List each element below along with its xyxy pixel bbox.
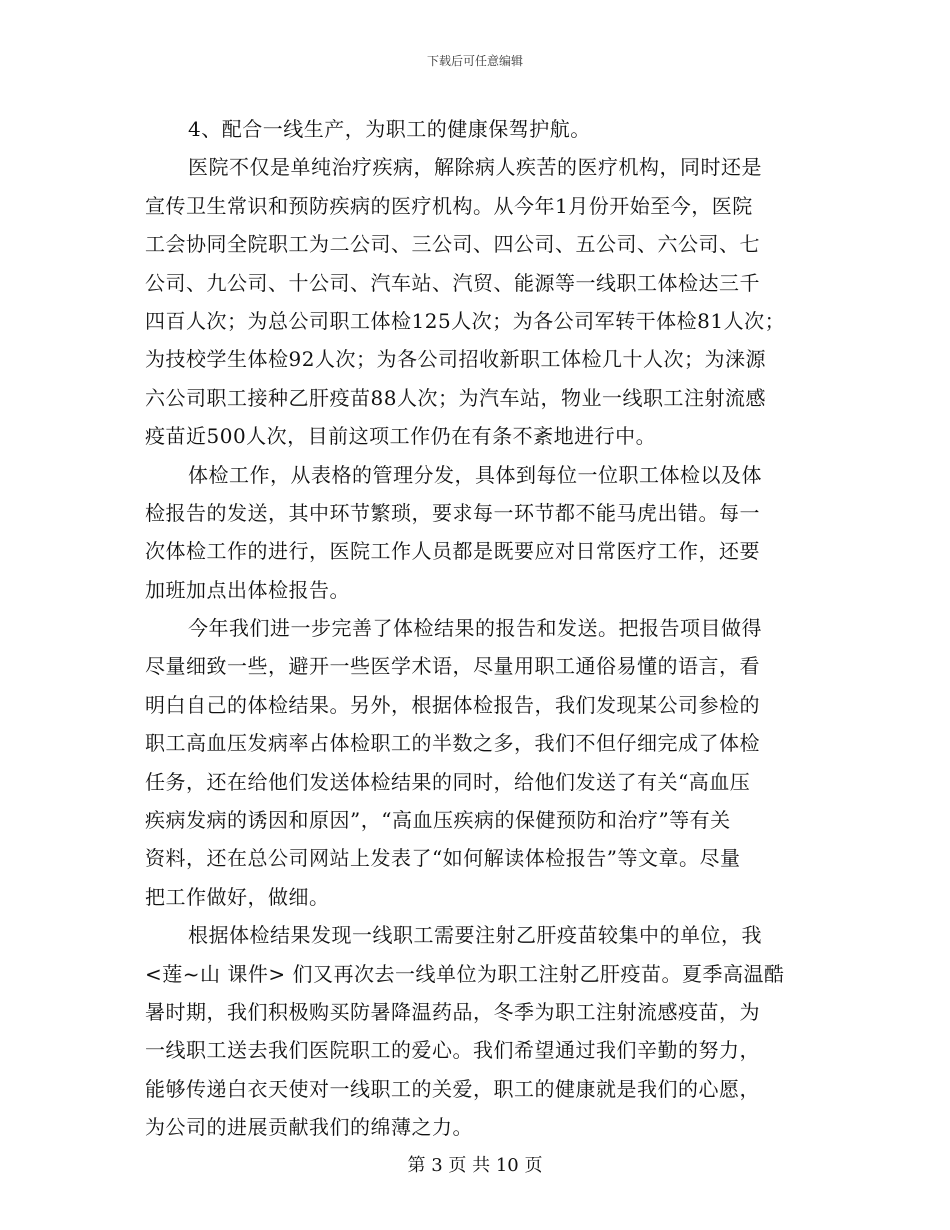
text-line: <莲~山 课件> 们又再次去一线单位为职工注射乙肝疫苗。夏季高温酷 — [145, 961, 785, 986]
text-line: 次体检工作的进行，医院工作人员都是既要应对日常医疗工作，还要 — [145, 539, 760, 564]
text-line: 体检工作，从表格的管理分发，具体到每位一位职工体检以及体 — [188, 462, 762, 487]
document-body — [145, 110, 810, 1147]
text-line: 为技校学生体检92人次；为各公司招收新职工体检几十人次；为涞源 — [145, 347, 766, 372]
text-line: 宣传卫生常识和预防疾病的医疗机构。从今年1月份开始至今，医院 — [145, 193, 753, 218]
text-line: 工会协同全院职工为二公司、三公司、四公司、五公司、六公司、七 — [145, 232, 760, 257]
text-line: 疾病发病的诱因和原因”，“高血压疾病的保健预防和治疗”等有关 — [145, 808, 731, 833]
text-line: 把工作做好，做细。 — [145, 884, 330, 909]
text-line: 六公司职工接种乙肝疫苗88人次；为汽车站，物业一线职工注射流感 — [145, 385, 766, 410]
text-line: 医院不仅是单纯治疗疾病，解除病人疾苦的医疗机构，同时还是 — [188, 155, 762, 180]
text-line: 尽量细致一些，避开一些医学术语，尽量用职工通俗易懂的语言，看 — [145, 654, 760, 679]
paragraph-heading: 4、配合一线生产，为职工的健康保驾护航。 — [188, 117, 591, 141]
text-line: 任务，还在给他们发送体检结果的同时，给他们发送了有关“高血压 — [145, 769, 751, 794]
text-line: 能够传递白衣天使对一线职工的关爱，职工的健康就是我们的心愿， — [145, 1076, 760, 1101]
text-line: 检报告的发送，其中环节繁琐，要求每一环节都不能马虎出错。每一 — [145, 500, 760, 525]
text-line: 疫苗近500人次，目前这项工作仍在有条不紊地进行中。 — [145, 424, 657, 449]
text-line: 职工高血压发病率占体检职工的半数之多，我们不但仔细完成了体检 — [145, 731, 760, 756]
text-line: 为公司的进展贡献我们的绵薄之力。 — [145, 1115, 473, 1140]
text-line: 加班加点出体检报告。 — [145, 577, 350, 602]
text-line: 今年我们进一步完善了体检结果的报告和发送。把报告项目做得 — [188, 616, 762, 641]
text-line: 明白自己的体检结果。另外，根据体检报告，我们发现某公司参检的 — [145, 692, 760, 717]
page-number: 第 3 页 共 10 页 — [407, 1155, 543, 1176]
page-header: 下载后可任意编辑 — [426, 54, 523, 68]
text-line: 公司、九公司、十公司、汽车站、汽贸、能源等一线职工体检达三千 — [145, 270, 760, 295]
text-line: 资料，还在总公司网站上发表了“如何解读体检报告”等文章。尽量 — [145, 846, 741, 871]
text-line: 一线职工送去我们医院职工的爱心。我们希望通过我们辛勤的努力， — [145, 1038, 760, 1063]
text-line: 根据体检结果发现一线职工需要注射乙肝疫苗较集中的单位，我 — [188, 923, 762, 948]
text-line: 四百人次；为总公司职工体检125人次；为各公司军转干体检81人次； — [145, 308, 786, 333]
text-line: 暑时期，我们积极购买防暑降温药品，冬季为职工注射流感疫苗，为 — [145, 999, 760, 1024]
